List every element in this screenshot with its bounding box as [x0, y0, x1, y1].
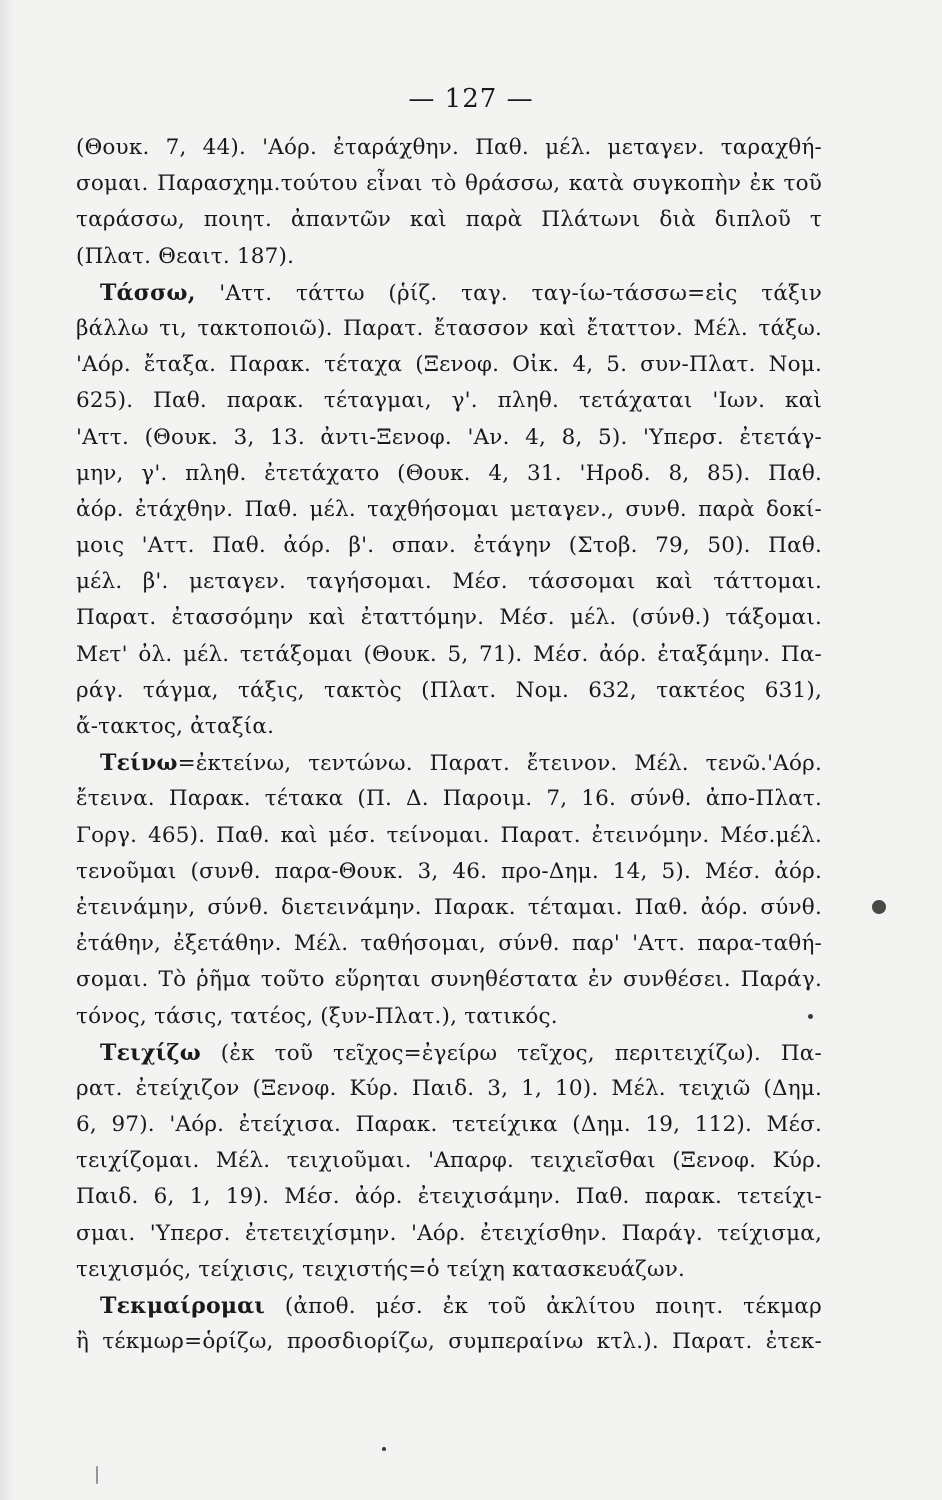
text-line: [76, 637, 822, 673]
text-line: [76, 166, 822, 202]
line-text: τειχίζομαι. Μέλ. τειχιοῦμαι. 'Απαρφ. τειχιεῖσθαι (Ξενοφ. Κύρ.: [76, 1148, 822, 1174]
text-line: [76, 673, 822, 709]
text-line: [76, 854, 822, 890]
line-text: τόνος, τάσις, τατέος, (ξυν-Πλατ.), τατικός.: [76, 1003, 558, 1029]
line-text: Παιδ. 6, 1, 19). Μέσ. ἀόρ. ἐτειχισάμην. Παθ. παρακ. τετείχι-: [76, 1184, 822, 1210]
line-text: 'Αττ. (Θουκ. 3, 13. ἀντι-Ξενοφ. 'Αν. 4, 8, 5). 'Υπερσ. ἐτετάγ-: [76, 424, 822, 450]
line-text: ἄ-τακτος, ἀταξία.: [76, 714, 275, 739]
line-text: (ἀποθ. μέσ. ἐκ τοῦ ἀκλίτου ποιητ. τέκμαρ: [265, 1294, 822, 1319]
ink-speck: [382, 1447, 386, 1451]
text-line: [76, 1107, 822, 1143]
line-text: 'Αόρ. ἔταξα. Παρακ. τέταχα (Ξενοφ. Οἰκ. 4, 5. συν-Πλατ. Νομ.: [76, 352, 822, 378]
line-text: ἐτεινάμην, σύνθ. διετεινάμην. Παρακ. τέταμαι. Παθ. ἀόρ. σύνθ.: [76, 894, 822, 920]
ink-speck: [96, 1466, 98, 1484]
text-line: [76, 130, 822, 166]
text-line: [76, 347, 822, 383]
line-text: ἔτεινα. Παρακ. τέτακα (Π. Δ. Παροιμ. 7, 16. σύνθ. ἀπο-Πλατ.: [76, 786, 822, 812]
text-line: [76, 1179, 822, 1215]
text-line: [76, 962, 822, 998]
headword: Τεκμαίρομαι: [100, 1293, 266, 1319]
text-line: [76, 1252, 822, 1288]
text-line: [76, 383, 822, 419]
text-line: [76, 926, 822, 962]
headword: Τειχίζω: [100, 1039, 201, 1066]
text-line: [76, 456, 822, 492]
line-text: 'Αττ. τάττω (ῥίζ. ταγ. ταγ-ίω-τάσσω=εἰς τάξιν: [195, 280, 822, 306]
text-line: [76, 1071, 822, 1107]
line-text: (Πλατ. Θεαιτ. 187).: [76, 243, 295, 269]
line-text: σμαι. 'Υπερσ. ἐτετειχίσμην. 'Αόρ. ἐτειχίσθην. Παράγ. τείχισμα,: [76, 1220, 822, 1246]
line-text: =ἐκτείνω, τεντώνω. Παρατ. ἔτεινον. Μέλ. τενῶ.'Αόρ.: [177, 751, 822, 777]
text-line: [76, 781, 822, 817]
line-text: σομαι. Παρασχημ.τούτου εἶναι τὸ θράσσω, κατὰ συγκοπὴν ἐκ τοῦ: [76, 171, 822, 197]
line-text: μέλ. β'. μεταγεν. ταγήσομαι. Μέσ. τάσσομαι καὶ τάττομαι.: [76, 569, 822, 595]
dictionary-text-block: [76, 130, 822, 1360]
text-line: [76, 1324, 822, 1360]
text-line: [76, 1216, 822, 1252]
line-text: Μετ' ὀλ. μέλ. τετάξομαι (Θουκ. 5, 71). Μέσ. ἀόρ. ἐταξάμην. Πα-: [76, 641, 822, 667]
line-text: σομαι. Τὸ ῥῆμα τοῦτο εὕρηται συνηθέστατα ἐν συνθέσει. Παράγ.: [76, 967, 822, 993]
line-text: (Θουκ. 7, 44). 'Αόρ. ἐταράχθην. Παθ. μέλ. μεταγεν. ταραχθή-: [76, 135, 822, 160]
entry-first-line: [76, 275, 822, 311]
scan-edge-shadow: [0, 0, 14, 1500]
line-text: τενοῦμαι (συνθ. παρα-Θουκ. 3, 46. προ-Δημ. 14, 5). Μέσ. ἀόρ.: [76, 858, 822, 884]
text-line: [76, 709, 822, 745]
text-line: [76, 311, 822, 347]
line-text: τειχισμός, τείχισις, τειχιστής=ὁ τείχη κατασκευάζων.: [76, 1256, 686, 1282]
line-text: ράγ. τάγμα, τάξις, τακτὸς (Πλατ. Νομ. 632, τακτέος 631),: [76, 677, 822, 703]
line-text: ἢ τέκμωρ=ὁρίζω, προσδιορίζω, συμπεραίνω κτλ.). Παρατ. ἐτεκ-: [76, 1329, 822, 1355]
entry-first-line: [76, 1035, 822, 1071]
line-text: ταράσσω, ποιητ. ἀπαντῶν καὶ παρὰ Πλάτωνι διὰ διπλοῦ τ: [76, 207, 822, 233]
line-text: ἐτάθην, ἐξετάθην. Μέλ. ταθήσομαι, σύνθ. παρ' 'Αττ. παρα-ταθή-: [76, 931, 822, 957]
text-line: [76, 492, 822, 528]
entry-first-line: [76, 1288, 822, 1324]
text-line: [76, 1143, 822, 1179]
line-text: 625). Παθ. παρακ. τέταγμαι, γ'. πληθ. τετάχαται 'Ιων. καὶ: [76, 388, 822, 414]
text-line: [76, 202, 822, 238]
line-text: βάλλω τι, τακτοποιῶ). Παρατ. ἔτασσον καὶ ἔταττον. Μέλ. τάξω.: [76, 315, 822, 341]
ink-blot: [872, 900, 886, 914]
line-text: (ἐκ τοῦ τεῖχος=ἐγείρω τεῖχος, περιτειχίζω). Πα-: [200, 1040, 822, 1066]
entry-first-line: [76, 745, 822, 781]
headword: Τείνω: [100, 750, 178, 777]
text-line: [76, 818, 822, 854]
page-number: — 127 —: [408, 84, 534, 114]
ink-speck: [808, 1014, 813, 1019]
line-text: Παρατ. ἐτασσόμην καὶ ἐταττόμην. Μέσ. μέλ. (σύνθ.) τάξομαι.: [76, 605, 822, 631]
text-line: [76, 600, 822, 636]
text-line: [76, 999, 822, 1035]
line-text: μοις 'Αττ. Παθ. ἀόρ. β'. σπαν. ἐτάγην (Στοβ. 79, 50). Παθ.: [76, 533, 822, 559]
line-text: ἀόρ. ἐτάχθην. Παθ. μέλ. ταχθήσομαι μεταγεν., συνθ. παρὰ δοκί-: [76, 496, 822, 522]
text-line: [76, 239, 822, 275]
text-line: [76, 420, 822, 456]
line-text: 6, 97). 'Αόρ. ἐτείχισα. Παρακ. τετείχικα (Δημ. 19, 112). Μέσ.: [76, 1112, 822, 1138]
line-text: μην, γ'. πληθ. ἐτετάχατο (Θουκ. 4, 31. 'Ηροδ. 8, 85). Παθ.: [76, 460, 822, 486]
text-line: [76, 564, 822, 600]
text-line: [76, 528, 822, 564]
text-line: [76, 890, 822, 926]
headword: Τάσσω,: [100, 279, 196, 306]
line-text: ρατ. ἐτείχιζον (Ξενοφ. Κύρ. Παιδ. 3, 1, 10). Μέλ. τειχιῶ (Δημ.: [76, 1075, 822, 1101]
line-text: Γοργ. 465). Παθ. καὶ μέσ. τείνομαι. Παρατ. ἐτεινόμην. Μέσ.μέλ.: [76, 822, 822, 848]
